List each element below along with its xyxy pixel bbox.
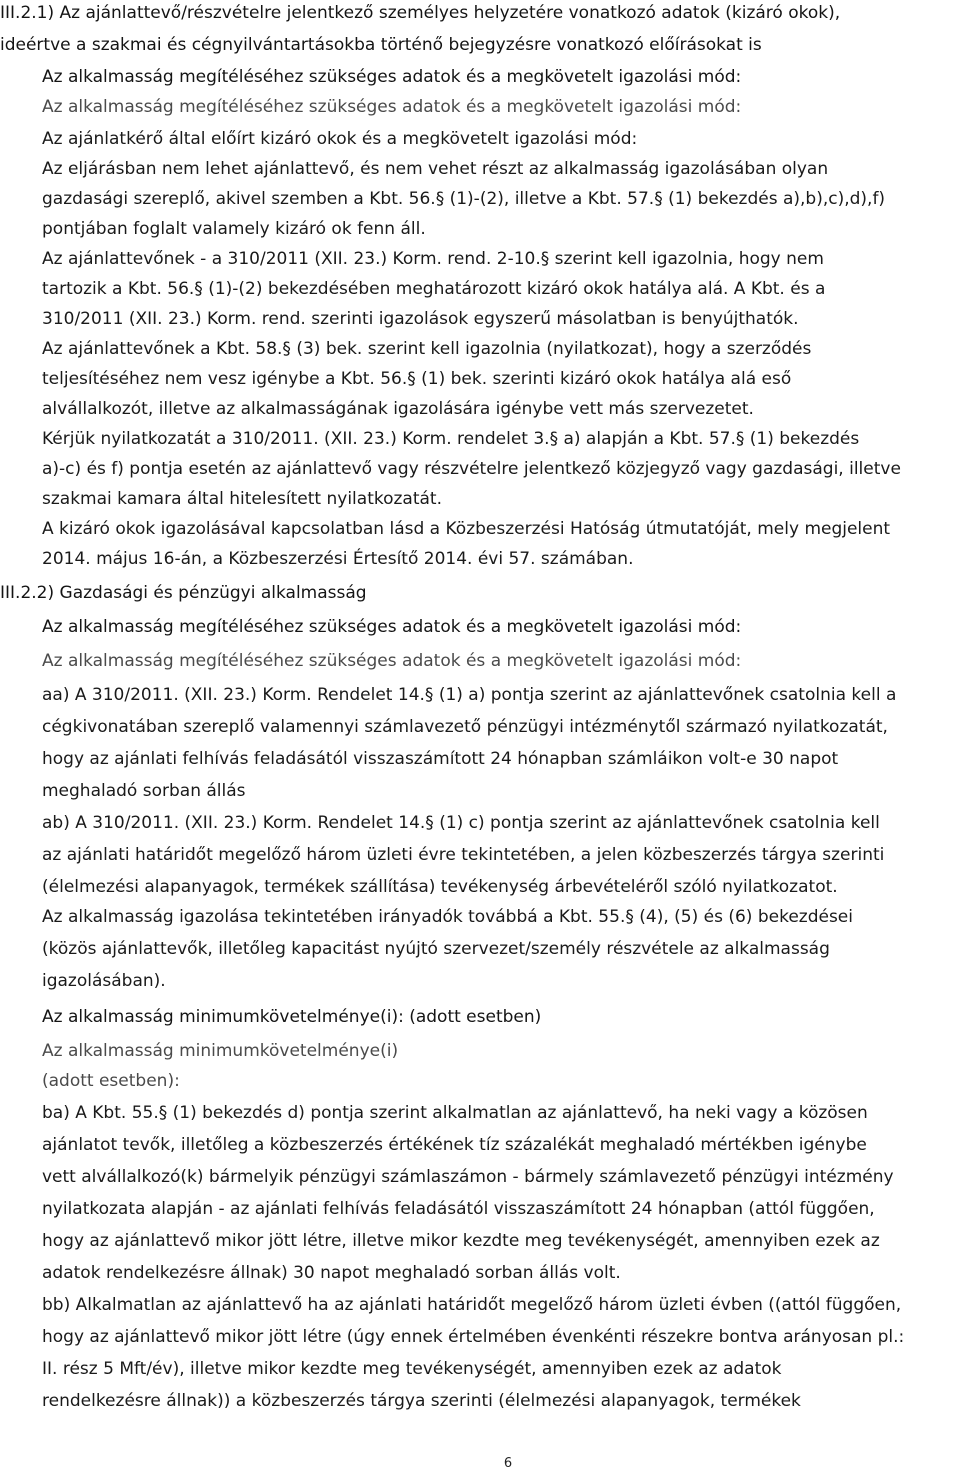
text-line: A kizáró okok igazolásával kapcsolatban lásd a Közbeszerzési Hatóság útmutatóját, mely megjelent [42,519,891,539]
text-line: Az alkalmasság igazolása tekintetében irányadók továbbá a Kbt. 55.§ (4), (5) és (6) bekezdései [42,907,853,927]
text-line: Az ajánlatkérő által előírt kizáró okok és a megkövetelt igazolási mód: [42,129,638,149]
text-line: hogy az ajánlattevő mikor jött létre, illetve mikor kezdte meg tevékenységét, amennyiben ezek az [42,1231,880,1251]
text-line: 310/2011 (XII. 23.) Korm. rend. szerinti igazolások egyszerű másolatban is benyújthatók. [42,309,799,329]
text-line: III.2.2) Gazdasági és pénzügyi alkalmasság [0,583,367,603]
text-line: a)-c) és f) pontja esetén az ajánlattevő vagy részvételre jelentkező közjegyző vagy gazdasági, illetve [42,459,901,479]
text-line: cégkivonatában szereplő valamennyi számlavezető pénzügyi intézménytől származó nyilatkozatát, [42,717,888,737]
text-line: ba) A Kbt. 55.§ (1) bekezdés d) pontja szerint alkalmatlan az ajánlattevő, ha neki vagy a közösen [42,1103,868,1123]
text-line: ideértve a szakmai és cégnyilvántartásokba történő bejegyzésre vonatkozó előírásokat is [0,35,762,55]
page-number: 6 [503,1456,513,1471]
text-line: (adott esetben): [42,1071,180,1091]
text-line: rendelkezésre állnak)) a közbeszerzés tárgya szerinti (élelmezési alapanyagok, termékek [42,1391,801,1411]
text-line: 2014. május 16-án, a Közbeszerzési Értesítő 2014. évi 57. számában. [42,549,634,569]
text-line: Az alkalmasság megítéléséhez szükséges adatok és a megkövetelt igazolási mód: [42,97,742,117]
text-line: Az alkalmasság minimumkövetelménye(i) [42,1041,399,1061]
text-line: II. rész 5 Mft/év), illetve mikor kezdte meg tevékenységét, amennyiben ezek az adatok [42,1359,782,1379]
text-line: bb) Alkalmatlan az ajánlattevő ha az ajánlati határidőt megelőző három üzleti évben ((attól függően, [42,1295,902,1315]
text-line: gazdasági szereplő, akivel szemben a Kbt. 56.§ (1)-(2), illetve a Kbt. 57.§ (1) bekezdés a),b),c),d),f) [42,189,886,209]
text-line: Az alkalmasság megítéléséhez szükséges adatok és a megkövetelt igazolási mód: [42,617,742,637]
text-line: hogy az ajánlattevő mikor jött létre (úgy ennek értelmében évenkénti részekre bontva arányosan pl.: [42,1327,905,1347]
text-line: Az eljárásban nem lehet ajánlattevő, és nem vehet részt az alkalmasság igazolásában olyan [42,159,829,179]
text-line: Az alkalmasság megítéléséhez szükséges adatok és a megkövetelt igazolási mód: [42,651,742,671]
text-line: szakmai kamara által hitelesített nyilatkozatát. [42,489,442,509]
text-line: hogy az ajánlati felhívás feladásától visszaszámított 24 hónapban számláikon volt-e 30 napot [42,749,839,769]
text-line: igazolásában). [42,971,166,991]
text-line: az ajánlati határidőt megelőző három üzleti évre tekintetében, a jelen közbeszerzés tárgya szerinti [42,845,885,865]
text-line: ab) A 310/2011. (XII. 23.) Korm. Rendelet 14.§ (1) c) pontja szerint az ajánlattevőnek csatolnia kell [42,813,880,833]
text-line: teljesítéséhez nem vesz igénybe a Kbt. 56.§ (1) bek. szerinti kizáró okok hatálya alá eső [42,369,792,389]
text-line: vett alvállalkozó(k) bármelyik pénzügyi számlaszámon - bármely számlavezető pénzügyi intézmény [42,1167,894,1187]
text-line: aa) A 310/2011. (XII. 23.) Korm. Rendelet 14.§ (1) a) pontja szerint az ajánlattevőnek csatolnia kell a [42,685,897,705]
text-line: alvállalkozót, illetve az alkalmasságának igazolására igénybe vett más szervezetet. [42,399,754,419]
text-line: Az ajánlattevőnek a Kbt. 58.§ (3) bek. szerint kell igazolnia (nyilatkozat), hogy a szerződés [42,339,812,359]
text-line: (közös ajánlattevők, illetőleg kapacitást nyújtó szervezet/személy részvétele az alkalmasság [42,939,830,959]
text-line: III.2.1) Az ajánlattevő/részvételre jelentkező személyes helyzetére vonatkozó adatok (kizáró okok), [0,3,841,23]
text-line: Az alkalmasság minimumkövetelménye(i): (adott esetben) [42,1007,542,1027]
text-line: tartozik a Kbt. 56.§ (1)-(2) bekezdésében meghatározott kizáró okok hatálya alá. A Kbt. és a [42,279,826,299]
text-line: (élelmezési alapanyagok, termékek szállítása) tevékenység árbevételéről szóló nyilatkozatot. [42,877,838,897]
text-line: pontjában foglalt valamely kizáró ok fenn áll. [42,219,426,239]
text-line: Kérjük nyilatkozatát a 310/2011. (XII. 23.) Korm. rendelet 3.§ a) alapján a Kbt. 57.§ (1) bekezdés [42,429,860,449]
text-line: nyilatkozata alapján - az ajánlati felhívás feladásától visszaszámított 24 hónapban (attól függően, [42,1199,875,1219]
text-line: ajánlatot tevők, illetőleg a közbeszerzés értékének tíz százalékát meghaladó mértékben igénybe [42,1135,867,1155]
text-line: adatok rendelkezésre állnak) 30 napot meghaladó sorban állás volt. [42,1263,621,1283]
text-line: meghaladó sorban állás [42,781,246,801]
text-line: Az ajánlattevőnek - a 310/2011 (XII. 23.) Korm. rend. 2-10.§ szerint kell igazolnia, hogy nem [42,249,824,269]
text-line: Az alkalmasság megítéléséhez szükséges adatok és a megkövetelt igazolási mód: [42,67,742,87]
